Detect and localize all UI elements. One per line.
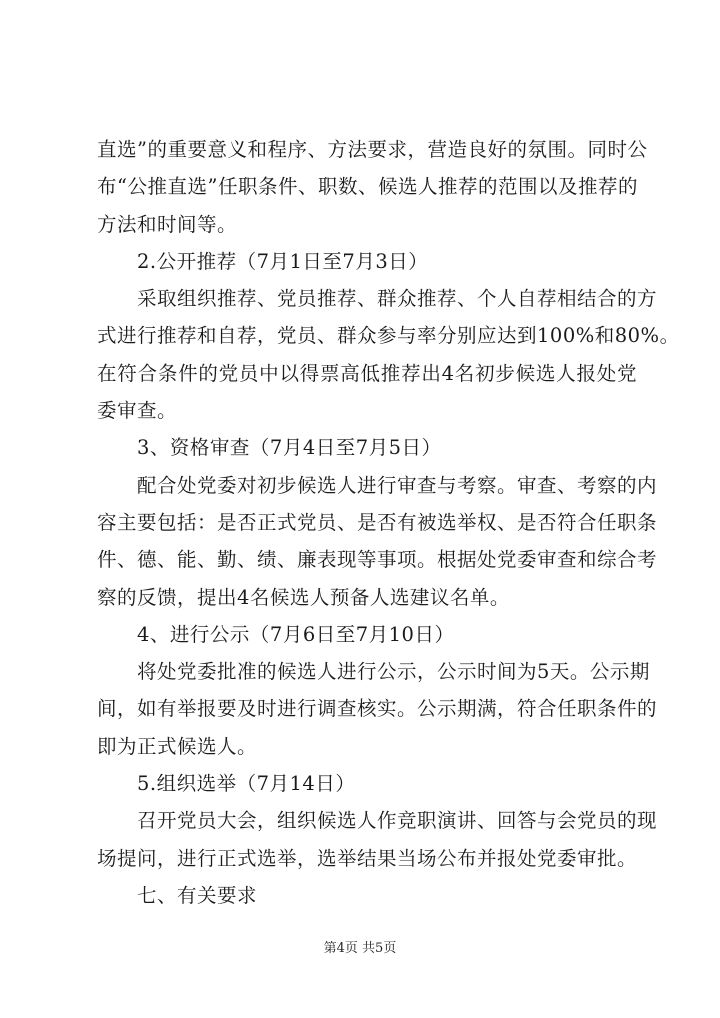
text-line: 场提问，进行正式选举，选举结果当场公布并报处党委审批。 [97, 846, 638, 870]
text-line: 布“公推直选”任职条件、职数、候选人推荐的范围以及推荐的 [97, 175, 638, 199]
text-line: 七、有关要求 [137, 883, 258, 907]
text-line: 4、进行公示（7月6日至7月10日） [137, 622, 455, 646]
text-line: 将处党委批准的候选人进行公示，公示时间为5天。公示期 [137, 660, 650, 684]
page-footer: 第4页 共5页 [323, 941, 397, 956]
text-line: 2.公开推荐（7月1日至7月3日） [137, 249, 429, 273]
text-line: 5.组织选举（7月14日） [137, 772, 356, 796]
text-line: 方法和时间等。 [97, 212, 238, 236]
text-line: 配合处党委对初步候选人进行审查与考察。审查、考察的内 [137, 473, 658, 497]
document-body [97, 131, 680, 914]
text-line: 召开党员大会，组织候选人作竞职演讲、回答与会党员的现 [137, 809, 658, 833]
text-line: 3、资格审查（7月4日至7月5日） [137, 436, 442, 460]
text-line: 采取组织推荐、党员推荐、群众推荐、个人自荐相结合的方 [137, 287, 658, 311]
text-line: 即为正式候选人。 [97, 734, 258, 758]
text-line: 在符合条件的党员中以得票高低推荐出4名初步候选人报处党 [97, 361, 637, 385]
text-line: 间，如有举报要及时进行调查核实。公示期满，符合任职条件的 [97, 697, 658, 721]
text-line: 委审查。 [97, 399, 178, 423]
text-line: 察的反馈，提出4名候选人预备人选建议名单。 [97, 585, 510, 609]
text-line: 容主要包括：是否正式党员、是否有被选举权、是否符合任职条 [97, 510, 658, 534]
text-line: 直选”的重要意义和程序、方法要求，营造良好的氛围。同时公 [97, 138, 648, 161]
text-line: 式进行推荐和自荐，党员、群众参与率分别应达到100%和80%。 [97, 324, 680, 348]
text-line: 件、德、能、勤、绩、廉表现等事项。根据处党委审查和综合考 [97, 548, 658, 572]
